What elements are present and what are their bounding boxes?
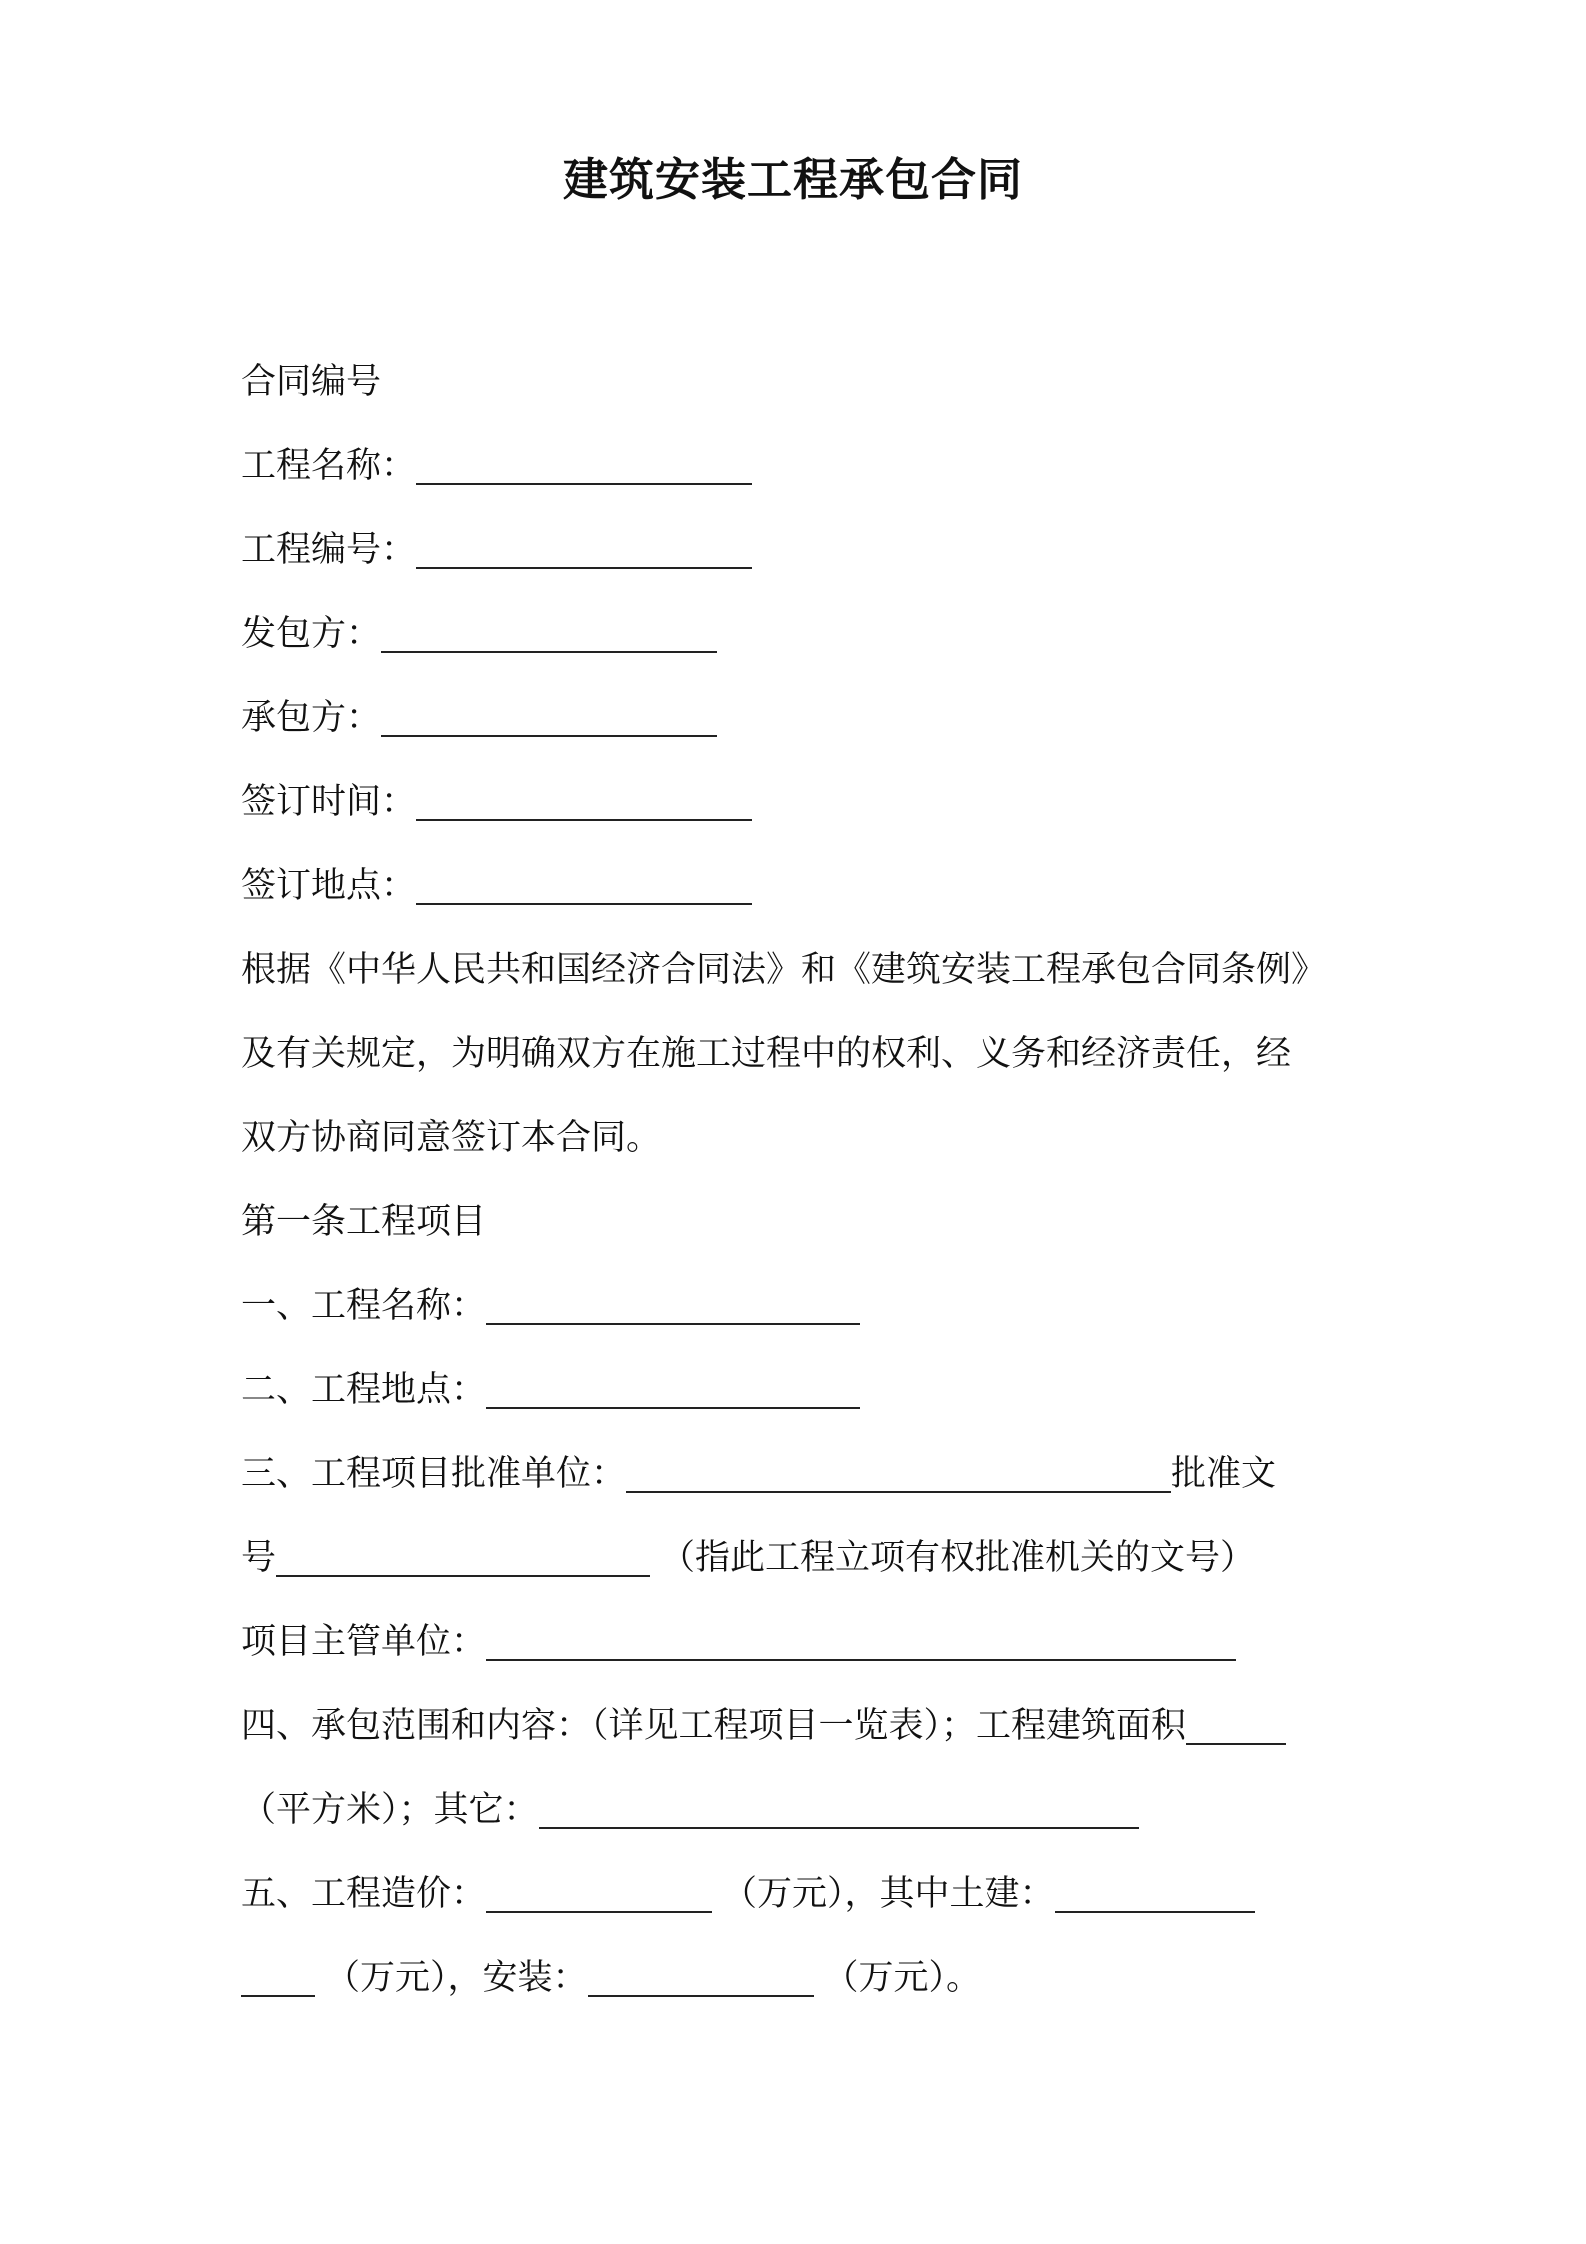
item5-label: 五、工程造价： [241,1874,487,1914]
item2-label: 二、工程地点： [241,1370,487,1410]
sign-place-label: 签订地点： [241,866,417,906]
sign-place-blank[interactable] [416,903,752,905]
contract-no-line [241,340,1361,424]
sign-date-blank[interactable] [416,819,752,821]
item2-line [241,1348,1361,1432]
document-body [241,340,1361,2020]
item1-blank[interactable] [486,1323,860,1325]
preamble-line-3: 双方协商同意签订本合同。 [241,1118,662,1158]
item4-text: 四、承包范围和内容：（详见工程项目一览表）；工程建筑面积 [241,1706,1187,1746]
preamble-line-2: 及有关规定，为明确双方在施工过程中的权利、义务和经济责任，经 [241,1034,1292,1074]
supervising-unit-label: 项目主管单位： [241,1622,487,1662]
supervising-unit-blank[interactable] [486,1659,1236,1661]
sign-date-label: 签订时间： [241,782,417,822]
item4-unit-other: （平方米）；其它： [241,1790,539,1830]
project-no-blank[interactable] [416,567,752,569]
preamble-line-1: 根据《中华人民共和国经济合同法》和《建筑安装工程承包合同条例》 [241,950,1327,990]
contract-no-label: 合同编号 [241,362,382,402]
employer-label: 发包方： [241,614,382,654]
project-name-blank[interactable] [416,483,752,485]
item1-label: 一、工程名称： [241,1286,487,1326]
item3-note: （指此工程立项有权批准机关的文号） [660,1538,1256,1578]
item4-area-blank[interactable] [1186,1743,1286,1745]
item3-approval-doc-a: 批准文 [1171,1454,1277,1494]
item5-unit2: （万元），安装： [325,1958,588,1998]
item3-label: 三、工程项目批准单位： [241,1454,627,1494]
item5-civil-blank-cont[interactable] [241,1995,315,1997]
item3-doc-blank[interactable] [276,1575,650,1577]
project-no-line [241,508,1361,592]
sign-place-line [241,844,1361,928]
project-no-label: 工程编号： [241,530,417,570]
employer-line [241,592,1361,676]
project-name-label: 工程名称： [241,446,417,486]
item2-blank[interactable] [486,1407,860,1409]
project-name-line [241,424,1361,508]
item3-approval-doc-b: 号 [241,1538,277,1578]
item4-other-blank[interactable] [539,1827,1139,1829]
contractor-label: 承包方： [241,698,382,738]
supervising-unit-line [241,1600,1361,1684]
item4-other-line [241,1768,1361,1852]
item1-line [241,1264,1361,1348]
document-title: 建筑安装工程承包合同 [562,153,1023,206]
article1-heading: 第一条工程项目 [241,1202,487,1242]
item4-line [241,1684,1361,1768]
item3-unit-blank[interactable] [626,1491,1171,1493]
item5-install-blank[interactable] [588,1995,814,1997]
item5-line [241,1852,1361,1936]
sign-date-line [241,760,1361,844]
item3-doc-line [241,1516,1361,1600]
contractor-line [241,676,1361,760]
item5-unit1: （万元），其中土建： [722,1874,1055,1914]
employer-blank[interactable] [381,651,717,653]
item5-civil-blank[interactable] [1055,1911,1255,1913]
contractor-blank[interactable] [381,735,717,737]
item5-unit3: （万元）。 [823,1958,982,1998]
item5-cost-blank[interactable] [486,1911,712,1913]
item3-line [241,1432,1361,1516]
item5-continued-line [241,1936,1361,2020]
